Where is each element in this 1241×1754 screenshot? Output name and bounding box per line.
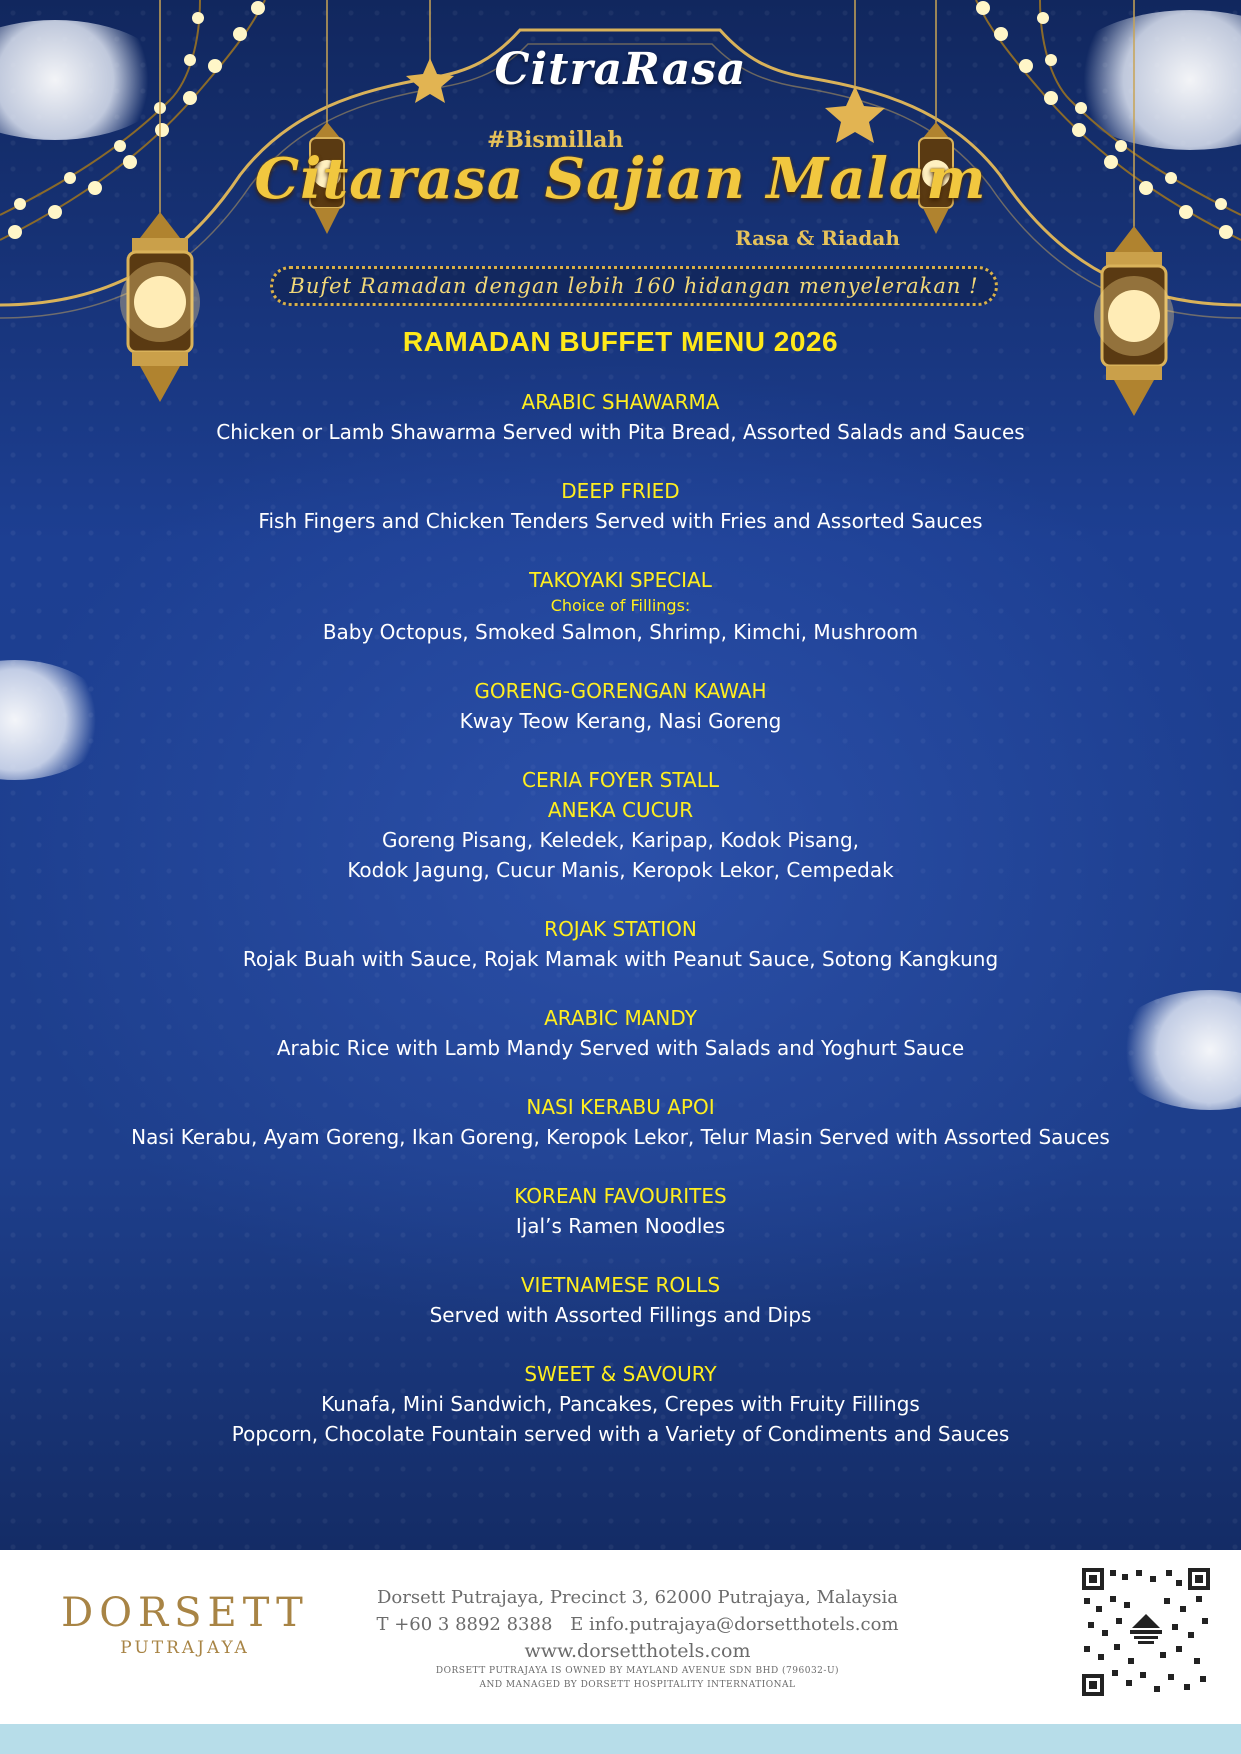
section-item-line: Baby Octopus, Smoked Salmon, Shrimp, Kimchi, Mushroom — [322, 620, 919, 644]
campaign-title: Citarasa Sajian Malam — [254, 146, 987, 212]
email-link[interactable]: E info.putrajaya@dorsetthotels.com — [570, 1614, 899, 1635]
menu-section — [0, 387, 1241, 447]
lantern-large-left-icon — [118, 212, 202, 412]
section-title: GORENG-GORENGAN KAWAH — [474, 679, 767, 703]
brand-location: PUTRAJAYA — [120, 1638, 250, 1658]
menu-section — [0, 676, 1241, 736]
section-title: NASI KERABU APOI — [526, 1095, 715, 1119]
section-title: SWEET & SAVOURY — [524, 1362, 717, 1386]
section-item-line: Kunafa, Mini Sandwich, Pancakes, Crepes with Fruity Fillings — [321, 1392, 920, 1416]
section-item-line: Ijal’s Ramen Noodles — [515, 1214, 726, 1238]
brand-name: DORSETT — [61, 1590, 309, 1636]
promo-banner: Bufet Ramadan dengan lebih 160 hidangan menyelerakan ! — [270, 266, 998, 306]
menu-section — [0, 565, 1241, 647]
website-link[interactable]: www.dorsetthotels.com — [524, 1640, 751, 1662]
section-item-line: Kway Teow Kerang, Nasi Goreng — [459, 709, 782, 733]
menu-section — [0, 1181, 1241, 1241]
section-title: ARABIC SHAWARMA — [521, 390, 720, 414]
phone: T +60 3 8892 8388 — [376, 1614, 553, 1635]
qr-code-icon — [1080, 1566, 1212, 1698]
citrarasa-logo: CitraRasa — [494, 44, 747, 95]
menu-section — [0, 765, 1241, 885]
menu-title: RAMADAN BUFFET MENU 2026 — [402, 326, 839, 357]
section-title: DEEP FRIED — [561, 479, 680, 503]
menu-section — [0, 1092, 1241, 1152]
phone-email-row — [370, 1611, 905, 1638]
hashtag: #Bismillah — [487, 127, 624, 153]
menu-section — [0, 476, 1241, 536]
section-title: VIETNAMESE ROLLS — [520, 1273, 721, 1297]
section-title: KOREAN FAVOURITES — [514, 1184, 727, 1208]
section-title: CERIA FOYER STALL — [521, 768, 720, 792]
section-subtitle: ANEKA CUCUR — [547, 798, 694, 822]
section-item-line: Fish Fingers and Chicken Tenders Served with Fries and Assorted Sauces — [258, 509, 983, 533]
menu-section — [0, 1270, 1241, 1330]
menu-sections — [0, 387, 1241, 1478]
section-title: ROJAK STATION — [544, 917, 697, 941]
section-item-line: Nasi Kerabu, Ayam Goreng, Ikan Goreng, Keropok Lekor, Telur Masin Served with Assorted Sauces — [131, 1125, 1110, 1149]
menu-section — [0, 1359, 1241, 1449]
campaign-tagline: Rasa & Riadah — [735, 226, 900, 250]
section-item-line: Served with Assorted Fillings and Dips — [429, 1303, 812, 1327]
menu-section — [0, 1003, 1241, 1063]
footer-strip — [0, 1724, 1241, 1754]
dorsett-logo — [50, 1590, 320, 1660]
section-note: Choice of Fillings: — [550, 596, 691, 615]
address: Dorsett Putrajaya, Precinct 3, 62000 Putrajaya, Malaysia — [376, 1587, 899, 1608]
legal-line-1: DORSETT PUTRAJAYA IS OWNED BY MAYLAND AVENUE SDN BHD (796032-U) — [435, 1666, 840, 1676]
section-item-line: Chicken or Lamb Shawarma Served with Pita Bread, Assorted Salads and Sauces — [216, 420, 1025, 444]
section-title: TAKOYAKI SPECIAL — [529, 568, 712, 592]
footer — [0, 1550, 1241, 1724]
legal-line-2: AND MANAGED BY DORSETT HOSPITALITY INTERNATIONAL — [479, 1680, 796, 1690]
section-item-line: Rojak Buah with Sauce, Rojak Mamak with Peanut Sauce, Sotong Kangkung — [242, 947, 999, 971]
section-item-line: Popcorn, Chocolate Fountain served with a Variety of Condiments and Sauces — [231, 1422, 1010, 1446]
section-item-line: Kodok Jagung, Cucur Manis, Keropok Lekor, Cempedak — [347, 858, 894, 882]
contact-block — [370, 1584, 905, 1692]
section-item-line: Arabic Rice with Lamb Mandy Served with Salads and Yoghurt Sauce — [276, 1036, 965, 1060]
menu-section — [0, 914, 1241, 974]
section-item-line: Goreng Pisang, Keledek, Karipap, Kodok Pisang, — [381, 828, 860, 852]
section-title: ARABIC MANDY — [544, 1006, 697, 1030]
